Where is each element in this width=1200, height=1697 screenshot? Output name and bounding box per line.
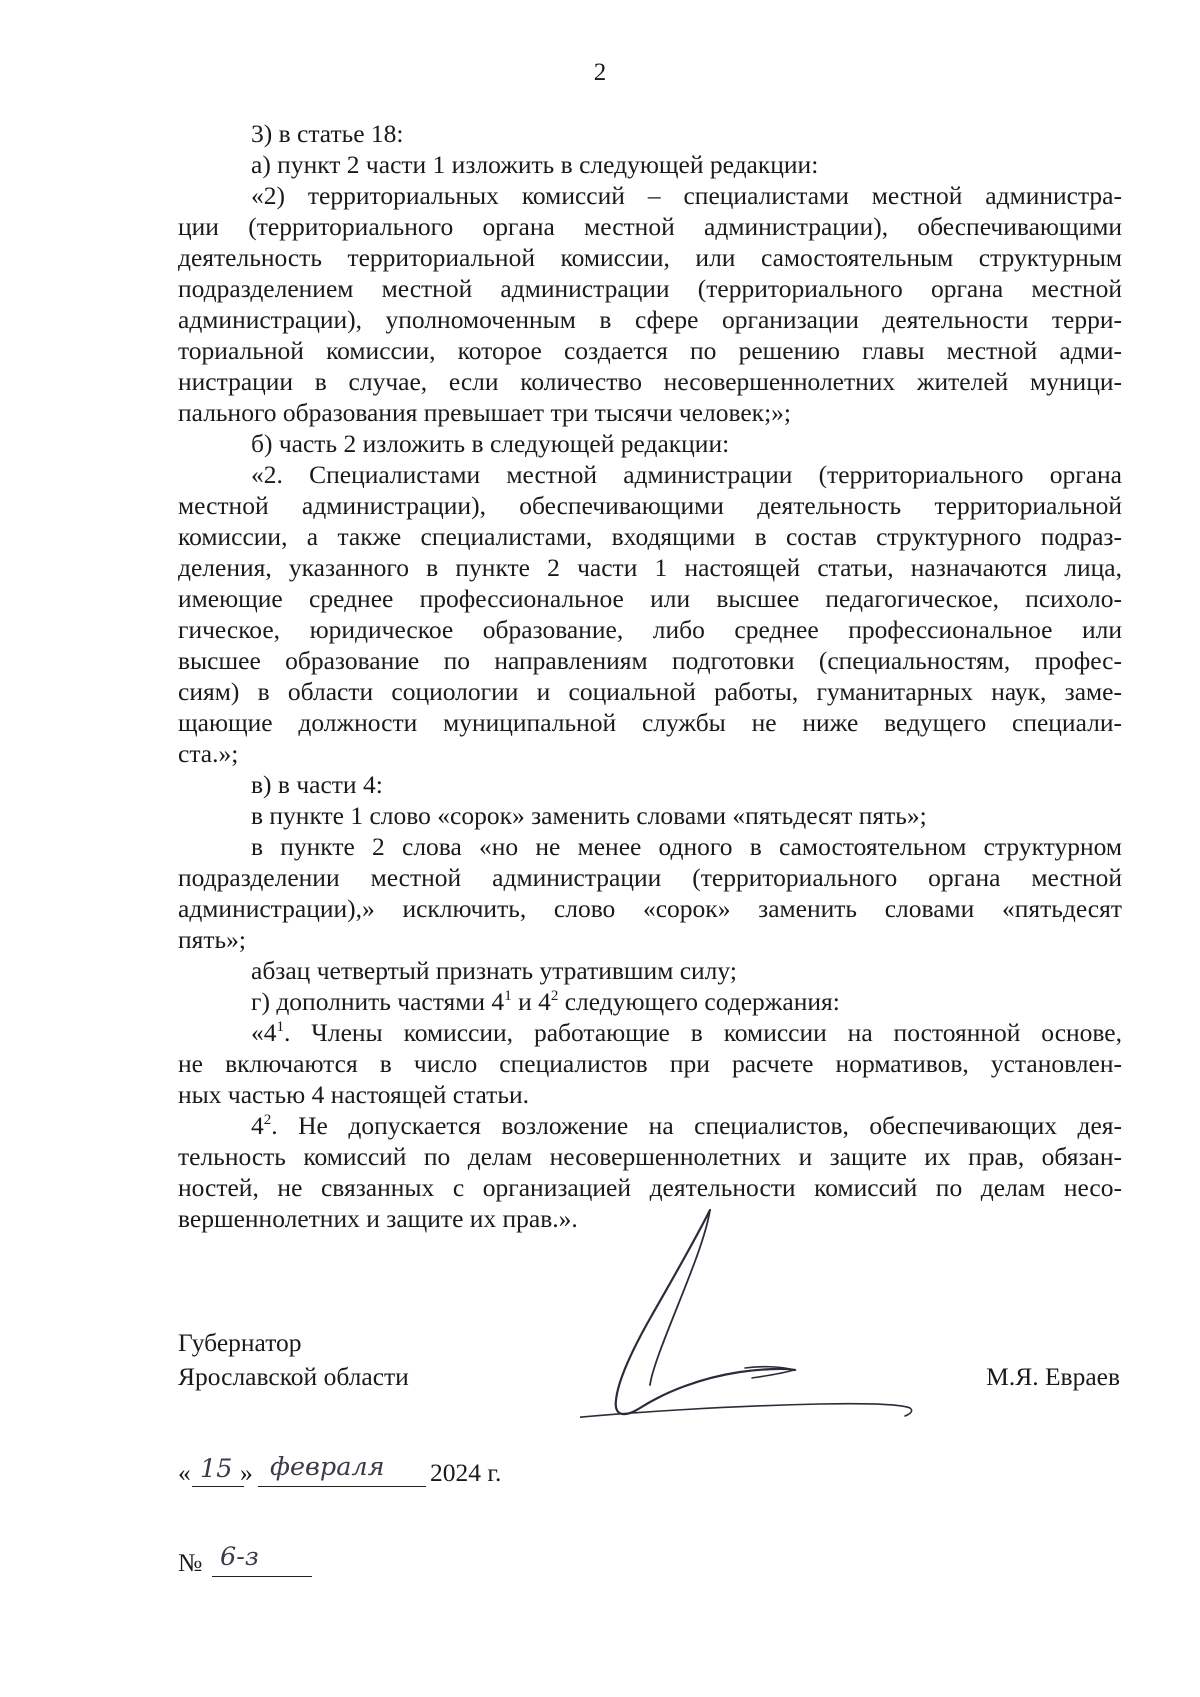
subitem-a-intro: а) пункт 2 части 1 изложить в следующей редакции:: [251, 150, 819, 179]
quote-point-2-line: «2) территориальных комиссий – специалистами местной администра-: [251, 181, 1122, 210]
quote-part-2-line: сиям) в области социологии и социальной работы, гуманитарных наук, заме-: [178, 677, 1122, 706]
superscript: 1: [504, 988, 512, 1004]
part-4-1-line: не включаются в число специалистов при расчете нормативов, установлен-: [178, 1049, 1122, 1078]
signatory-title-line-2: Ярославской области: [178, 1362, 409, 1391]
subitem-g-intro: [178, 986, 1122, 1017]
subitem-v-paragraph-4: абзац четвертый признать утратившим силу;: [251, 956, 737, 985]
quote-point-2-line: ториальной комиссии, которое создается по решению главы местной адми-: [178, 336, 1122, 365]
subitem-v-point-2-line: администрации),» исключить, слово «сорок» заменить словами «пятьдесят: [178, 894, 1122, 923]
quote-point-2: [178, 180, 1122, 428]
quote-point-2-line: администрации), уполномоченным в сфере организации деятельности терри-: [178, 305, 1122, 334]
subitem-v-intro: в) в части 4:: [251, 770, 383, 799]
subitem-g-text: следующего содержания:: [558, 987, 840, 1016]
quote-part-2: [178, 459, 1122, 769]
date-day: 15: [200, 1454, 233, 1484]
quote-part-2-line: высшее образование по направлениям подготовки (специальностям, профес-: [178, 646, 1122, 675]
quote-part-2-line: комиссии, а также специалистами, входящими в состав структурного подраз-: [178, 522, 1122, 551]
date-month-underline: [258, 1486, 426, 1487]
quote-point-2-line: нистрации в случае, если количество несовершеннолетних жителей муници-: [178, 367, 1122, 396]
handwritten-signature: [580, 1180, 1000, 1440]
subitem-b-intro: б) часть 2 изложить в следующей редакции:: [251, 429, 730, 458]
superscript: 1: [276, 1019, 284, 1035]
date-close-quote: »: [240, 1458, 253, 1487]
quote-point-2-line: деятельность территориальной комиссии, или самостоятельным структурным: [178, 243, 1122, 272]
subitem-v-point-2-line: подразделении местной администрации (территориального органа местной: [178, 863, 1122, 892]
signatory-name: М.Я. Евраев: [986, 1362, 1120, 1391]
date-day-underline: [192, 1486, 244, 1487]
subitem-g-text: г) дополнить частями 4: [251, 987, 505, 1016]
date-year: 2024 г.: [430, 1458, 502, 1487]
part-4-2-line: вершеннолетних и защите их прав.».: [178, 1204, 578, 1233]
quote-part-2-line: гическое, юридическое образование, либо среднее профессиональное или: [178, 615, 1122, 644]
number-value: 6-з: [220, 1542, 259, 1572]
item-3-heading: 3) в статье 18:: [251, 119, 404, 148]
document-number: [178, 1542, 378, 1606]
number-underline: [212, 1576, 312, 1577]
quote-part-2-line: местной администрации), обеспечивающими деятельность территориальной: [178, 491, 1122, 520]
part-4-2-number: 4: [251, 1111, 264, 1140]
quote-point-2-line: пального образования превышает три тысячи человек;»;: [178, 398, 791, 427]
part-4-2-line: тельность комиссий по делам несовершеннолетних и защите их прав, обязан-: [178, 1142, 1122, 1171]
quote-part-2-line: ста.»;: [178, 739, 239, 768]
part-4-2-line: ностей, не связанных с организацией деятельности комиссий по делам несо-: [178, 1173, 1122, 1202]
page-number: 2: [593, 59, 607, 86]
quote-part-2-line: деления, указанного в пункте 2 части 1 настоящей статьи, назначаются лица,: [178, 553, 1122, 582]
subitem-v-point-2-line: пять»;: [178, 925, 246, 954]
quote-part-2-line: имеющие среднее профессиональное или высшее педагогическое, психоло-: [178, 584, 1122, 613]
part-4-1: [178, 1017, 1122, 1110]
document-date: [178, 1452, 578, 1496]
part-4-1-line: ных частью 4 настоящей статьи.: [178, 1080, 529, 1109]
number-label: №: [178, 1548, 203, 1577]
subitem-v-point-2: [178, 831, 1122, 955]
part-4-1-number: «4: [251, 1018, 277, 1047]
superscript: 2: [550, 988, 559, 1004]
superscript: 2: [263, 1112, 272, 1128]
date-open-quote: «: [178, 1458, 191, 1487]
quote-point-2-line: подразделением местной администрации (территориального органа местной: [178, 274, 1122, 303]
document-body: [178, 118, 1122, 1234]
part-4-2-text: . Не допускается возложение на специалистов, обеспечивающих дея-: [271, 1111, 1122, 1140]
signatory-title-line-1: Губернатор: [178, 1328, 302, 1357]
part-4-1-text: . Члены комиссии, работающие в комиссии на постоянной основе,: [284, 1018, 1122, 1047]
subitem-v-point-2-line: в пункте 2 слова «но не менее одного в самостоятельном структурном: [251, 832, 1122, 861]
quote-point-2-line: ции (территориального органа местной администрации), обеспечивающими: [178, 212, 1122, 241]
subitem-v-point-1: в пункте 1 слово «сорок» заменить словами «пятьдесят пять»;: [251, 801, 927, 830]
part-4-1-line: [178, 1017, 1122, 1048]
quote-part-2-line: «2. Специалистами местной администрации (территориального органа: [251, 460, 1122, 489]
signatory-title: [178, 1326, 409, 1394]
quote-part-2-line: щающие должности муниципальной службы не ниже ведущего специали-: [178, 708, 1122, 737]
part-4-2-line: [178, 1110, 1122, 1141]
date-month: февраля: [270, 1452, 385, 1482]
subitem-g-text: и 4: [511, 987, 551, 1016]
